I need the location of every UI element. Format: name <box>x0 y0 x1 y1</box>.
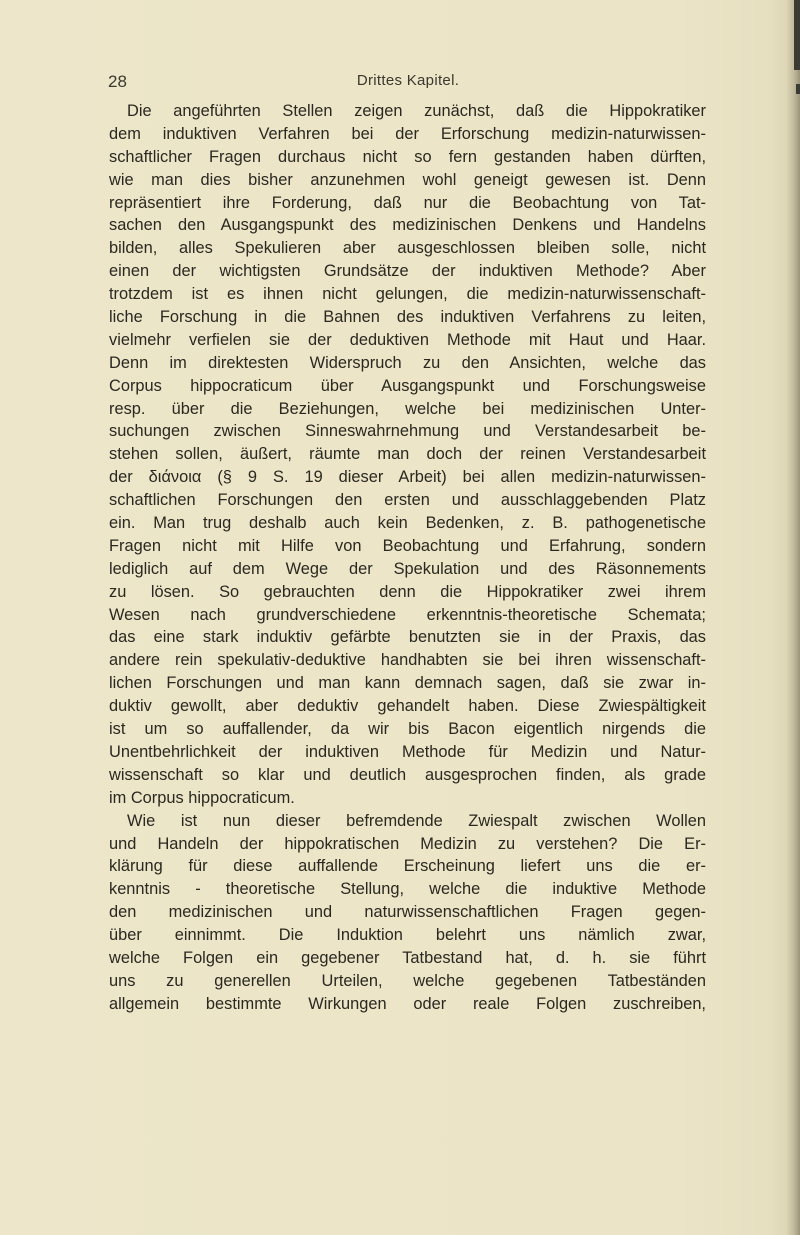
page-header <box>108 72 708 96</box>
text-line: lichen Forschungen und man kann demnach sagen, daß sie zwar in- <box>109 674 706 693</box>
page-number: 28 <box>108 72 127 91</box>
text-line: kenntnis - theoretische Stellung, welche die induktive Methode <box>109 880 706 899</box>
text-line: bilden, alles Spekulieren aber ausgeschlossen bleiben solle, nicht <box>109 239 706 258</box>
text-line: resp. über die Beziehungen, welche bei medizinischen Unter- <box>109 399 706 418</box>
text-line: andere rein spekulativ-deduktive handhabten sie bei ihren wissenschaft- <box>109 651 706 670</box>
page-edge-shadow <box>786 0 800 1235</box>
text-line: liche Forschung in die Bahnen des induktiven Verfahrens zu leiten, <box>109 308 706 327</box>
text-line: allgemein bestimmte Wirkungen oder reale Folgen zuschreiben, <box>109 994 706 1013</box>
body-text <box>109 100 706 1016</box>
page-edge-mark <box>794 0 800 70</box>
page-edge-mark <box>796 84 800 94</box>
text-line: sachen den Ausgangspunkt des medizinischen Denkens und Handelns <box>109 216 706 235</box>
text-line: stehen sollen, äußert, räumte man doch der reinen Verstandesarbeit <box>109 445 706 464</box>
text-line: Corpus hippocraticum über Ausgangspunkt und Forschungsweise <box>109 376 706 395</box>
text-line: ein. Man trug deshalb auch kein Bedenken, z. B. pathogenetische <box>109 514 706 533</box>
text-line: duktiv gewollt, aber deduktiv gehandelt haben. Diese Zwiespältigkeit <box>109 697 706 716</box>
running-head: Drittes Kapitel. <box>356 72 460 89</box>
text-line: Wesen nach grundverschiedene erkenntnis-theoretische Schemata; <box>109 605 706 624</box>
text-line: uns zu generellen Urteilen, welche gegebenen Tatbeständen <box>109 971 706 990</box>
text-line: zu lösen. So gebrauchten denn die Hippokratiker zwei ihrem <box>109 582 706 601</box>
text-line: suchungen zwischen Sinneswahrnehmung und Verstandesarbeit be- <box>109 422 706 441</box>
text-line: über einnimmt. Die Induktion belehrt uns nämlich zwar, <box>109 926 706 945</box>
text-line: trotzdem ist es ihnen nicht gelungen, die medizin-naturwissenschaft- <box>109 285 706 304</box>
text-line: welche Folgen ein gegebener Tatbestand hat, d. h. sie führt <box>109 948 706 967</box>
text-line: Die angeführten Stellen zeigen zunächst, daß die Hippokratiker <box>127 102 706 120</box>
text-line: und Handeln der hippokratischen Medizin zu verstehen? Die Er- <box>109 834 706 853</box>
text-line: Denn im direktesten Widerspruch zu den Ansichten, welche das <box>109 353 706 372</box>
text-line: der διάνοια (§ 9 S. 19 dieser Arbeit) bei allen medizin-naturwissen- <box>109 468 706 487</box>
text-line: klärung für diese auffallende Erscheinung liefert uns die er- <box>109 857 706 876</box>
text-line: schaftlicher Fragen durchaus nicht so fern gestanden haben dürften, <box>109 147 706 166</box>
text-line: Fragen nicht mit Hilfe von Beobachtung und Erfahrung, sondern <box>109 536 706 555</box>
text-line: lediglich auf dem Wege der Spekulation und des Räsonnements <box>109 559 706 578</box>
text-line: repräsentiert ihre Forderung, daß nur die Beobachtung von Tat- <box>109 193 706 212</box>
text-line: wie man dies bisher anzunehmen wohl geneigt gewesen ist. Denn <box>109 170 706 189</box>
text-line: einen der wichtigsten Grundsätze der induktiven Methode? Aber <box>109 262 706 281</box>
text-line: dem induktiven Verfahren bei der Erforschung medizin-naturwissen- <box>109 124 706 143</box>
text-line: schaftlichen Forschungen den ersten und ausschlaggebenden Platz <box>109 491 706 510</box>
text-line: vielmehr verfielen sie der deduktiven Methode mit Haut und Haar. <box>109 330 706 349</box>
text-line: Wie ist nun dieser befremdende Zwiespalt zwischen Wollen <box>127 811 706 830</box>
text-line: Unentbehrlichkeit der induktiven Methode für Medizin und Natur- <box>109 742 706 761</box>
text-line: den medizinischen und naturwissenschaftlichen Fragen gegen- <box>109 903 706 922</box>
text-line: das eine stark induktiv gefärbte benutzten sie in der Praxis, das <box>109 628 706 647</box>
text-line: wissenschaft so klar und deutlich ausgesprochen finden, als grade <box>109 765 706 784</box>
text-line: im Corpus hippocraticum. <box>109 788 295 807</box>
text-line: ist um so auffallender, da wir bis Bacon eigentlich nirgends die <box>109 720 706 739</box>
